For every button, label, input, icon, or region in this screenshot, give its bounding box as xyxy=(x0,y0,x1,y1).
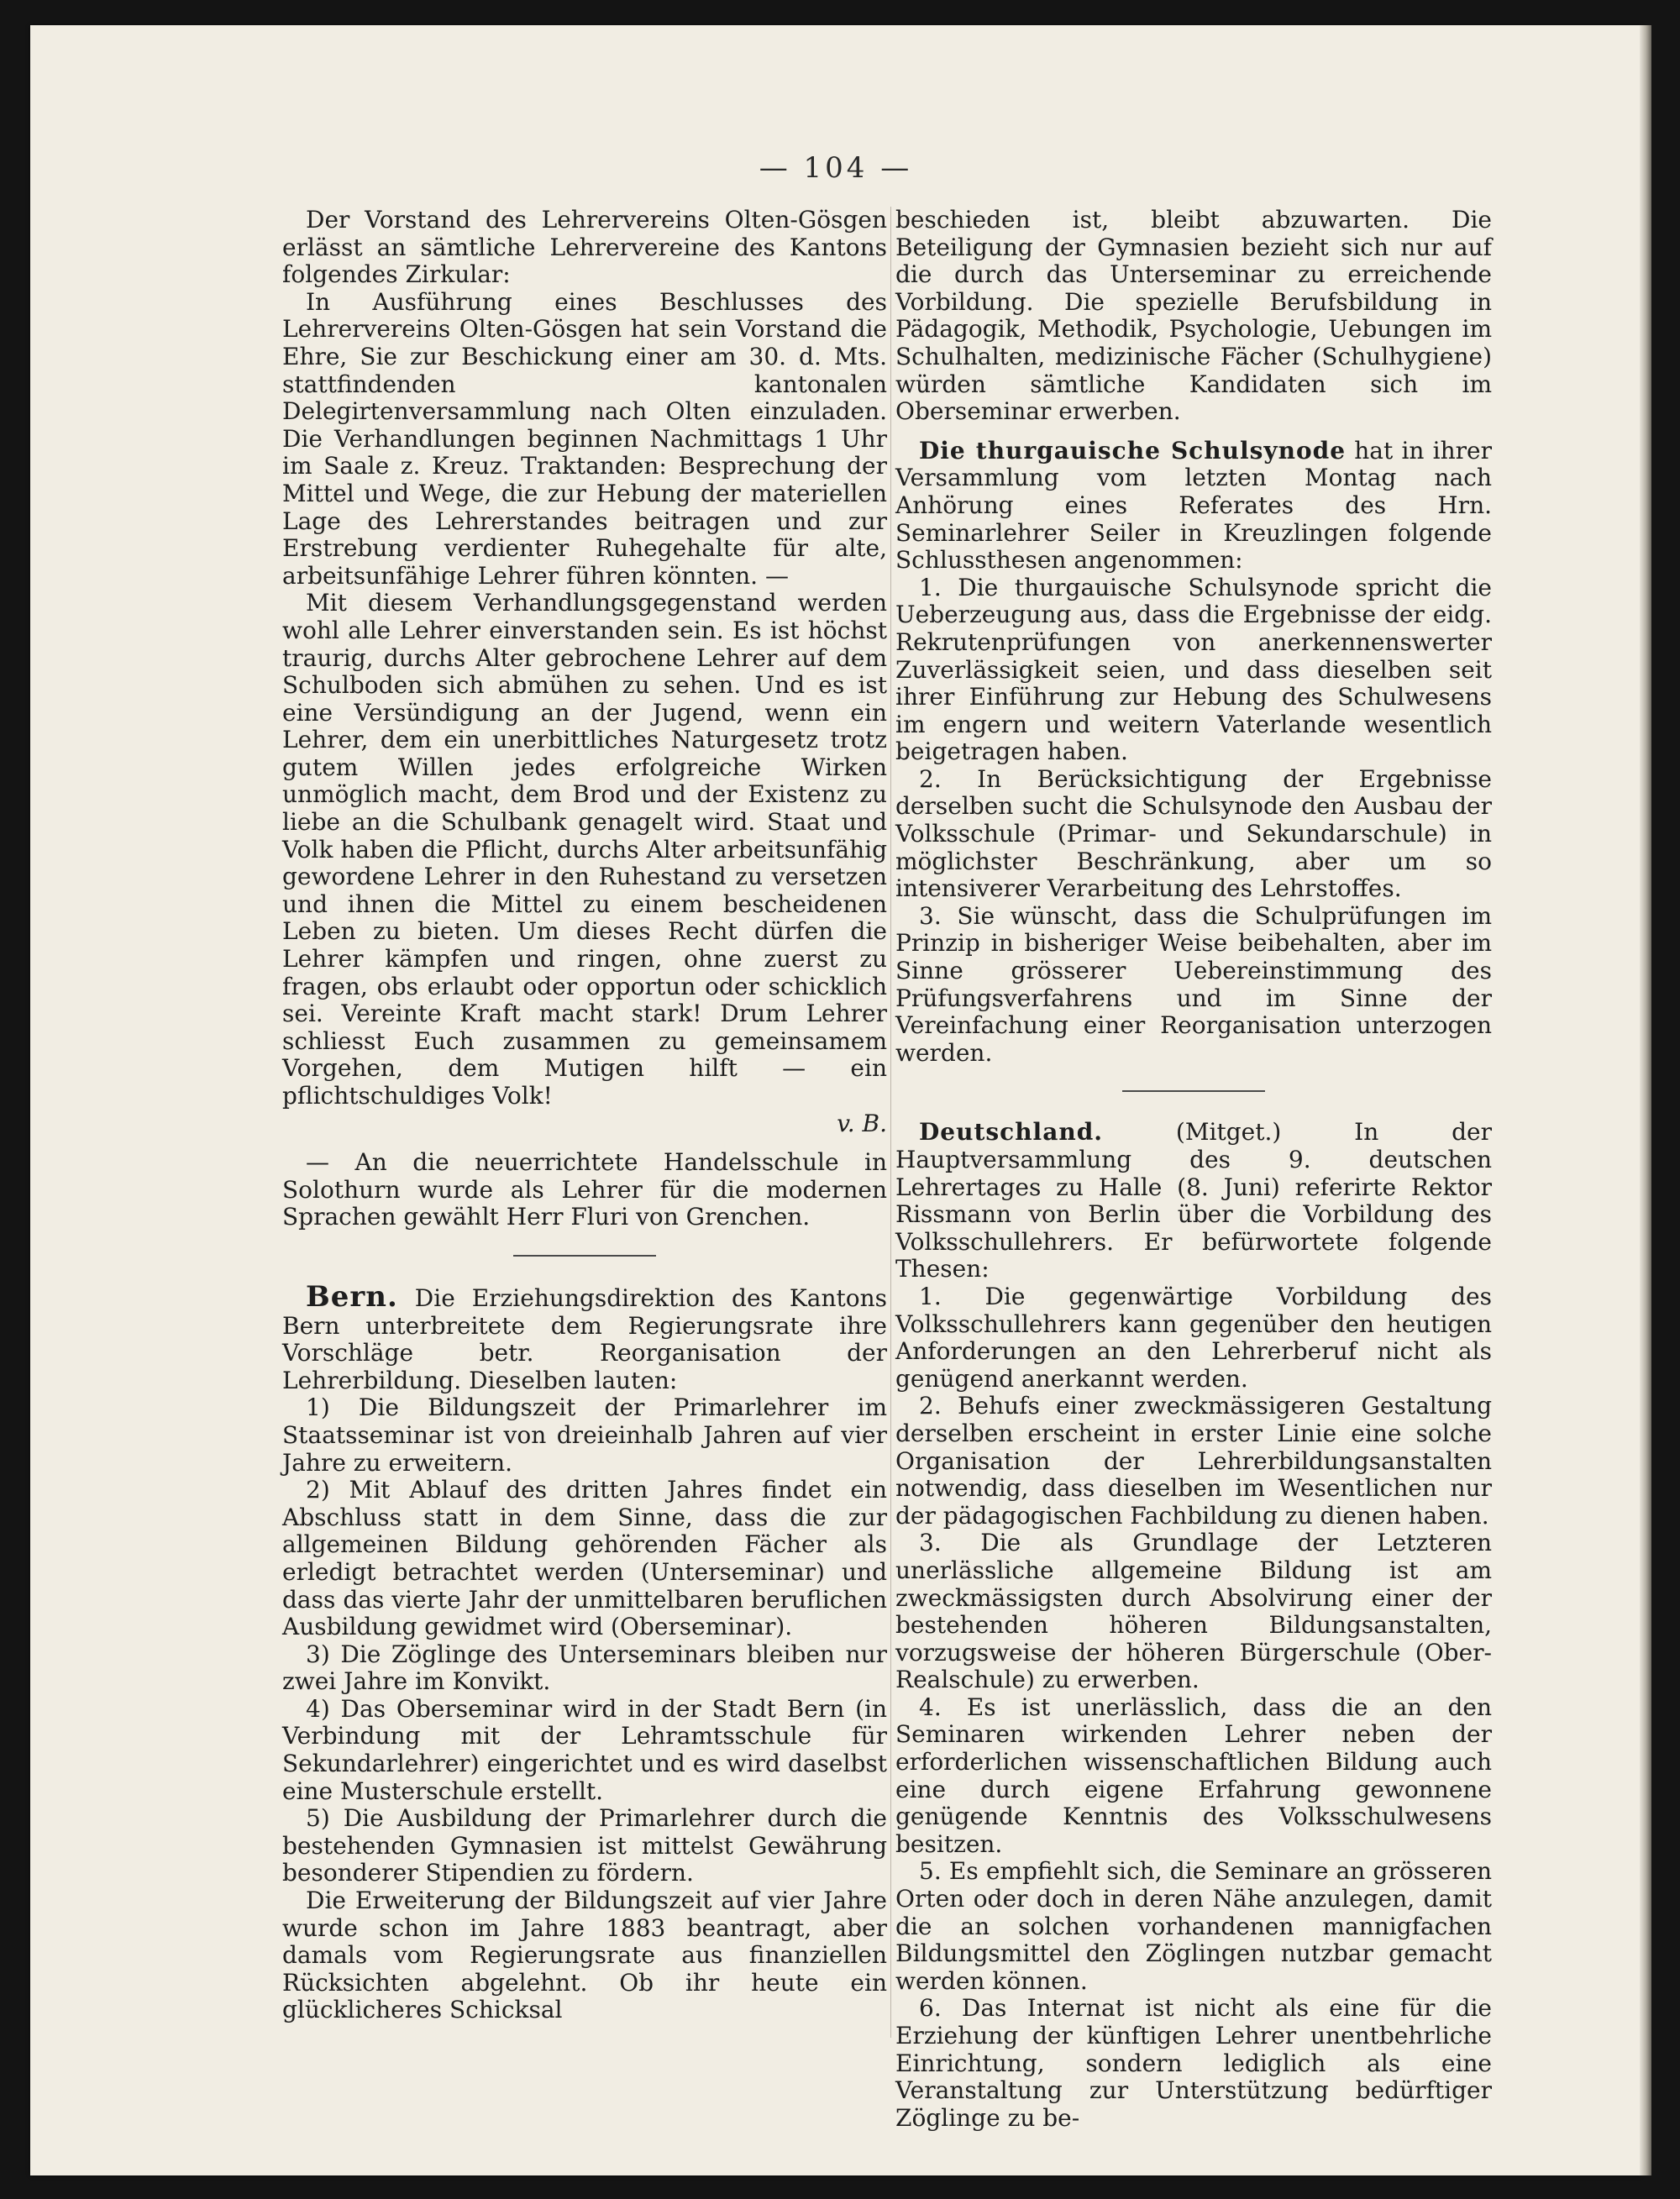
bern-closing-paragraph: Die Erweiterung der Bildungszeit auf vier Jahre wurde schon im Jahre 1883 beantragt, aber damals vom Regierungsrate aus finanziellen Rücksichten abgelehnt. Ob ihr heute ein glücklicheres Schicksal xyxy=(282,1887,887,2024)
deutschland-thesis-4: 4. Es ist unerlässlich, dass die an den Seminaren wirkenden Lehrer neben der erforderlichen wissenschaftlichen Bildung auch eine durch eigene Erfahrung gewonnene genügende Kenntnis des Volksschulwesens besitzen. xyxy=(895,1693,1492,1858)
page-number: — 104 — xyxy=(759,151,913,185)
thurgau-thesis-2: 2. In Berücksichtigung der Ergebnisse derselben sucht die Schulsynode den Ausbau der Volksschule (Primar- und Sekundarschule) in möglichster Beschränkung, aber um so intensiverer Verarbeitung des Lehrstoffes. xyxy=(895,764,1492,903)
thurgau-thesis-3: 3. Sie wünscht, dass die Schulprüfungen im Prinzip in bisheriger Weise beibehalten, aber im Sinne grösserer Uebereinstimmung des Prüfungsverfahrens und im Sinne der Vereinfachung einer Reorganisation unterzogen werden. xyxy=(895,901,1492,1067)
deutschland-thesis-2: 2. Behufs einer zweckmässigeren Gestaltung derselben erscheint in erster Linie eine solche Organisation der Lehrerbildungsanstalten notwendig, dass dieselben im Wesentlichen nur der pädagogischen Fachbildung zu dienen haben. xyxy=(895,1392,1492,1530)
left-column xyxy=(282,207,887,2055)
bern-point-5: 5) Die Ausbildung der Primarlehrer durch die bestehenden Gymnasien ist mittelst Gewährung besonderer Stipendien zu fördern. xyxy=(282,1804,887,1887)
olten-paragraph-2: In Ausführung eines Beschlusses des Lehrervereins Olten-Gösgen hat sein Vorstand die Ehre, Sie zur Beschickung einer am 30. d. Mts. stattfindenden kantonalen Delegirtenversammlung nach Olten einzuladen. Die Verhandlungen beginnen Nachmittags 1 Uhr im Saale z. Kreuz. Traktanden: Besprechung der Mittel und Wege, die zur Hebung der materiellen Lage des Lehrerstandes beitragen und zur Erstrebung verdienter Ruhegehalte für alte, arbeitsunfähige Lehrer führen könnten. — xyxy=(282,287,887,590)
bern-point-3: 3) Die Zöglinge des Unterseminars bleiben nur zwei Jahre im Konvikt. xyxy=(282,1640,887,1696)
spacer xyxy=(895,426,1492,438)
right-column xyxy=(895,206,1492,2132)
book-binding-edge xyxy=(1640,25,1651,2175)
thurgau-thesis-1: 1. Die thurgauische Schulsynode spricht die Ueberzeugung aus, dass die Ergebnisse der eidg. Rekrutenprüfungen von anerkennenswerter Zuverlässigkeit seien, und dass dieselben seit ihrer Einführung zur Hebung des Schulwesens im engern und weitern Vaterlande wesentlich beigetragen haben. xyxy=(895,573,1492,766)
deutschland-thesis-5: 5. Es empfiehlt sich, die Seminare an grösseren Orten oder doch in deren Nähe anzulegen, damit die an solchen vorhandenen mannigfachen Bildungsmittel den Zöglingen nutzbar gemacht werden können. xyxy=(895,1857,1492,1995)
section-divider xyxy=(1122,1090,1265,1092)
deutschland-heading: Deutschland. xyxy=(919,1118,1104,1147)
bern-intro: Die Erziehungsdirektion des Kantons Bern unterbreitete dem Regierungsrate ihre Vorschläge betr. Reorganisation der Lehrerbildung. Dieselben lauten: xyxy=(282,1283,888,1394)
spacer xyxy=(282,1137,887,1149)
newspaper-page xyxy=(30,25,1641,2175)
deutschland-thesis-1: 1. Die gegenwärtige Vorbildung des Volksschullehrers kann gegenüber den heutigen Anforderungen an den Lehrerberuf nicht als genügend anerkannt werden. xyxy=(895,1282,1492,1393)
thurgau-heading: Die thurgauische Schulsynode xyxy=(919,436,1347,464)
olten-paragraph-1: Der Vorstand des Lehrervereins Olten-Gösgen erlässt an sämtliche Lehrervereine des Kantons folgendes Zirkular: xyxy=(282,206,887,289)
bern-point-1: 1) Die Bildungszeit der Primarlehrer im Staatsseminar ist von dreieinhalb Jahren auf vier Jahre zu erweitern. xyxy=(282,1393,887,1477)
deutschland-intro: (Mitget.) In der Hauptversammlung des 9. deutschen Lehrertages zu Halle (8. Juni) referirte Rektor Rissmann von Berlin über die Vorbildung des Volksschullehrers. Er befürwortete folgende Thesen: xyxy=(895,1118,1492,1283)
olten-signature: v. B. xyxy=(837,1109,887,1137)
thurgau-intro-paragraph xyxy=(895,438,1492,575)
bern-continuation: beschieden ist, bleibt abzuwarten. Die Beteiligung der Gymnasien bezieht sich nur auf die durch das Unterseminar zu erreichende Vorbildung. Die spezielle Berufsbildung in Pädagogik, Methodik, Psychologie, Uebungen im Schulhalten, medizinische Fächer (Schulhygiene) würden sämtliche Kandidaten sich im Oberseminar erwerben. xyxy=(895,206,1492,426)
section-divider xyxy=(513,1255,656,1257)
deutschland-intro-paragraph xyxy=(895,1119,1492,1283)
bern-intro-paragraph xyxy=(282,1279,888,1394)
column-divider xyxy=(890,207,891,2038)
handelsschule-note: — An die neuerrichtete Handelsschule in Solothurn wurde als Lehrer für die modernen Sprachen gewählt Herr Fluri von Grenchen. xyxy=(282,1148,887,1231)
thurgau-intro: hat in ihrer Versammlung vom letzten Montag nach Anhörung eines Referates des Hrn. Seminarlehrer Seiler in Kreuzlingen folgende Schlussthesen angenommen: xyxy=(895,436,1492,575)
deutschland-thesis-3: 3. Die als Grundlage der Letzteren unerlässliche allgemeine Bildung ist am zweckmässigsten durch Absolvirung einer der bestehenden höheren Bildungsanstalten, vorzugsweise der höheren Bürgerschule (Ober-Realschule) zu erwerben. xyxy=(895,1529,1492,1694)
bern-heading: Bern. xyxy=(306,1279,398,1314)
bern-point-2: 2) Mit Ablauf des dritten Jahres findet ein Abschluss statt in dem Sinne, dass die zur allgemeinen Bildung gehörenden Fächer als erledigt betrachtet werden (Unterseminar) und dass das vierte Jahr der unmittelbaren beruflichen Ausbildung gewidmet wird (Oberseminar). xyxy=(282,1476,887,1641)
bern-point-4: 4) Das Oberseminar wird in der Stadt Bern (in Verbindung mit der Lehramtsschule für Sekundarlehrer) eingerichtet und es wird daselbst eine Musterschule erstellt. xyxy=(282,1694,887,1805)
deutschland-thesis-6: 6. Das Internat ist nicht als eine für die Erziehung der künftigen Lehrer unentbehrliche Einrichtung, sondern lediglich als eine Veranstaltung zur Unterstützung bedürftiger Zöglinge zu be- xyxy=(895,1994,1492,2132)
olten-paragraph-3: Mit diesem Verhandlungsgegenstand werden wohl alle Lehrer einverstanden sein. Es ist höchst traurig, durchs Alter gebrochene Lehrer auf dem Schulboden sich abmühen zu sehen. Und es ist eine Versündigung an der Jugend, wenn ein Lehrer, dem ein unerbittliches Naturgesetz trotz gutem Willen jedes erfolgreiche Wirken unmöglich macht, dem Brod und der Existenz zu liebe an die Schulbank genagelt wird. Staat und Volk haben die Pflicht, durchs Alter arbeitsunfähig gewordene Lehrer in den Ruhestand zu versetzen und ihnen die Mittel zu einem bescheidenen Leben zu bieten. Um dieses Recht dürfen die Lehrer kämpfen und ringen, ohne zuerst zu fragen, obs erlaubt oder opportun oder schicklich sei. Vereinte Kraft macht stark! Drum Lehrer schliesst Euch zusammen zu gemeinsamem Vorgehen, dem Mutigen hilft — ein pflichtschuldiges Volk! xyxy=(282,589,887,1110)
